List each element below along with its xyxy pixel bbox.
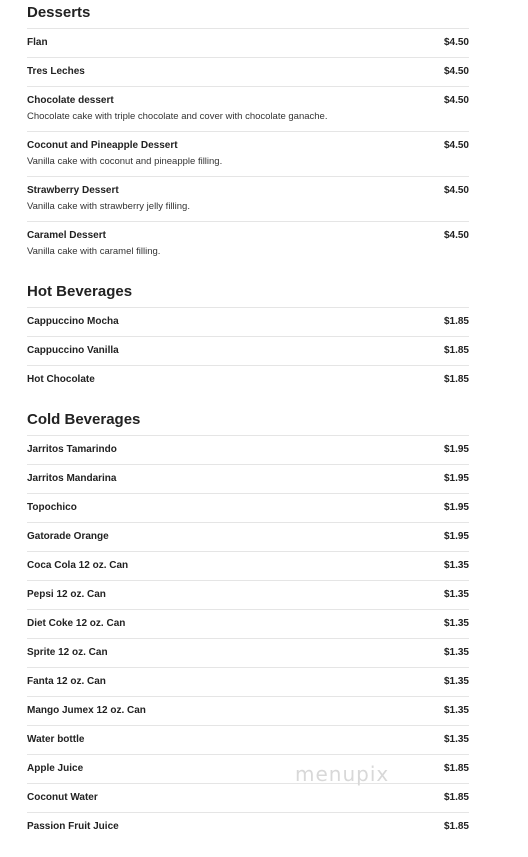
item-name: Cappuccino Vanilla xyxy=(27,345,119,356)
menu-item-row xyxy=(27,443,469,457)
menu-item-row xyxy=(27,315,469,329)
menu-item xyxy=(27,697,469,726)
item-price: $1.95 xyxy=(443,444,469,455)
item-name: Apple Juice xyxy=(27,763,84,774)
item-price: $1.35 xyxy=(443,647,469,658)
item-price: $4.50 xyxy=(443,230,469,241)
menu-item-row xyxy=(27,733,469,747)
item-price: $4.50 xyxy=(443,66,469,77)
item-price: $1.85 xyxy=(443,821,469,832)
item-price: $1.85 xyxy=(443,345,469,356)
menu-item xyxy=(27,465,469,494)
item-price: $4.50 xyxy=(443,37,469,48)
item-price: $1.35 xyxy=(443,676,469,687)
menu-item xyxy=(27,436,469,465)
menu-item-row xyxy=(27,762,469,776)
menu-item xyxy=(27,308,469,337)
menu-item-row xyxy=(27,65,469,79)
menu-item xyxy=(27,132,469,177)
item-price: $1.85 xyxy=(443,374,469,385)
item-name: Pepsi 12 oz. Can xyxy=(27,589,106,600)
item-name: Water bottle xyxy=(27,734,85,745)
menu-item xyxy=(27,58,469,87)
menu-item-row xyxy=(27,501,469,515)
menu-item-row xyxy=(27,139,469,153)
item-name: Coconut and Pineapple Dessert xyxy=(27,140,178,151)
item-price: $1.35 xyxy=(443,589,469,600)
item-name: Hot Chocolate xyxy=(27,374,95,385)
menu-item-row xyxy=(27,617,469,631)
item-price: $1.85 xyxy=(443,792,469,803)
menu-item-row xyxy=(27,791,469,805)
menupix-watermark: menupix xyxy=(295,762,390,786)
menu-section xyxy=(27,394,469,841)
menu-item xyxy=(27,337,469,366)
item-price: $4.50 xyxy=(443,95,469,106)
menu-item-row xyxy=(27,704,469,718)
item-name: Cappuccino Mocha xyxy=(27,316,119,327)
item-price: $1.85 xyxy=(443,763,469,774)
item-description: Vanilla cake with strawberry jelly filling. xyxy=(27,201,190,212)
item-price: $1.35 xyxy=(443,734,469,745)
item-name: Strawberry Dessert xyxy=(27,185,119,196)
menu-item-row xyxy=(27,530,469,544)
item-name: Topochico xyxy=(27,502,77,513)
menu-item xyxy=(27,668,469,697)
item-name: Passion Fruit Juice xyxy=(27,821,119,832)
item-name: Chocolate dessert xyxy=(27,95,114,106)
menu-item-row xyxy=(27,373,469,387)
menu-section xyxy=(27,0,469,266)
item-name: Caramel Dessert xyxy=(27,230,106,241)
section-title: Desserts xyxy=(27,0,469,29)
menu-item xyxy=(27,222,469,266)
item-name: Mango Jumex 12 oz. Can xyxy=(27,705,146,716)
menu-item xyxy=(27,755,469,784)
item-description: Vanilla cake with coconut and pineapple filling. xyxy=(27,156,223,167)
menu-item-row xyxy=(27,229,469,243)
item-description: Chocolate cake with triple chocolate and cover with chocolate ganache. xyxy=(27,111,328,122)
menu-item-row xyxy=(27,36,469,50)
item-price: $1.35 xyxy=(443,618,469,629)
menu-item xyxy=(27,494,469,523)
item-price: $1.95 xyxy=(443,473,469,484)
menu-item xyxy=(27,87,469,132)
item-name: Coca Cola 12 oz. Can xyxy=(27,560,129,571)
menu-item-row xyxy=(27,820,469,834)
menu-item xyxy=(27,581,469,610)
menu-item xyxy=(27,29,469,58)
item-name: Sprite 12 oz. Can xyxy=(27,647,108,658)
menu-item-row xyxy=(27,472,469,486)
item-name: Tres Leches xyxy=(27,66,85,77)
menu-item-row xyxy=(27,184,469,198)
item-name: Jarritos Tamarindo xyxy=(27,444,117,455)
section-title: Cold Beverages xyxy=(27,394,469,436)
menu xyxy=(27,0,469,841)
item-price: $4.50 xyxy=(443,140,469,151)
item-name: Flan xyxy=(27,37,48,48)
menu-item xyxy=(27,610,469,639)
menu-item xyxy=(27,552,469,581)
menu-item-row xyxy=(27,559,469,573)
menu-item xyxy=(27,813,469,841)
menu-item xyxy=(27,177,469,222)
item-name: Jarritos Mandarina xyxy=(27,473,117,484)
menu-item xyxy=(27,523,469,552)
item-price: $1.95 xyxy=(443,502,469,513)
item-price: $1.85 xyxy=(443,316,469,327)
menu-item xyxy=(27,366,469,394)
item-name: Diet Coke 12 oz. Can xyxy=(27,618,126,629)
menu-item xyxy=(27,784,469,813)
item-price: $1.35 xyxy=(443,560,469,571)
item-price: $1.95 xyxy=(443,531,469,542)
item-name: Coconut Water xyxy=(27,792,98,803)
item-description: Vanilla cake with caramel filling. xyxy=(27,246,161,257)
item-name: Gatorade Orange xyxy=(27,531,109,542)
menu-item-row xyxy=(27,94,469,108)
item-price: $1.35 xyxy=(443,705,469,716)
menu-item xyxy=(27,639,469,668)
item-name: Fanta 12 oz. Can xyxy=(27,676,106,687)
menu-item-row xyxy=(27,675,469,689)
menu-item-row xyxy=(27,646,469,660)
section-title: Hot Beverages xyxy=(27,266,469,308)
item-price: $4.50 xyxy=(443,185,469,196)
menu-item xyxy=(27,726,469,755)
menu-item-row xyxy=(27,588,469,602)
menu-section xyxy=(27,266,469,394)
menu-item-row xyxy=(27,344,469,358)
